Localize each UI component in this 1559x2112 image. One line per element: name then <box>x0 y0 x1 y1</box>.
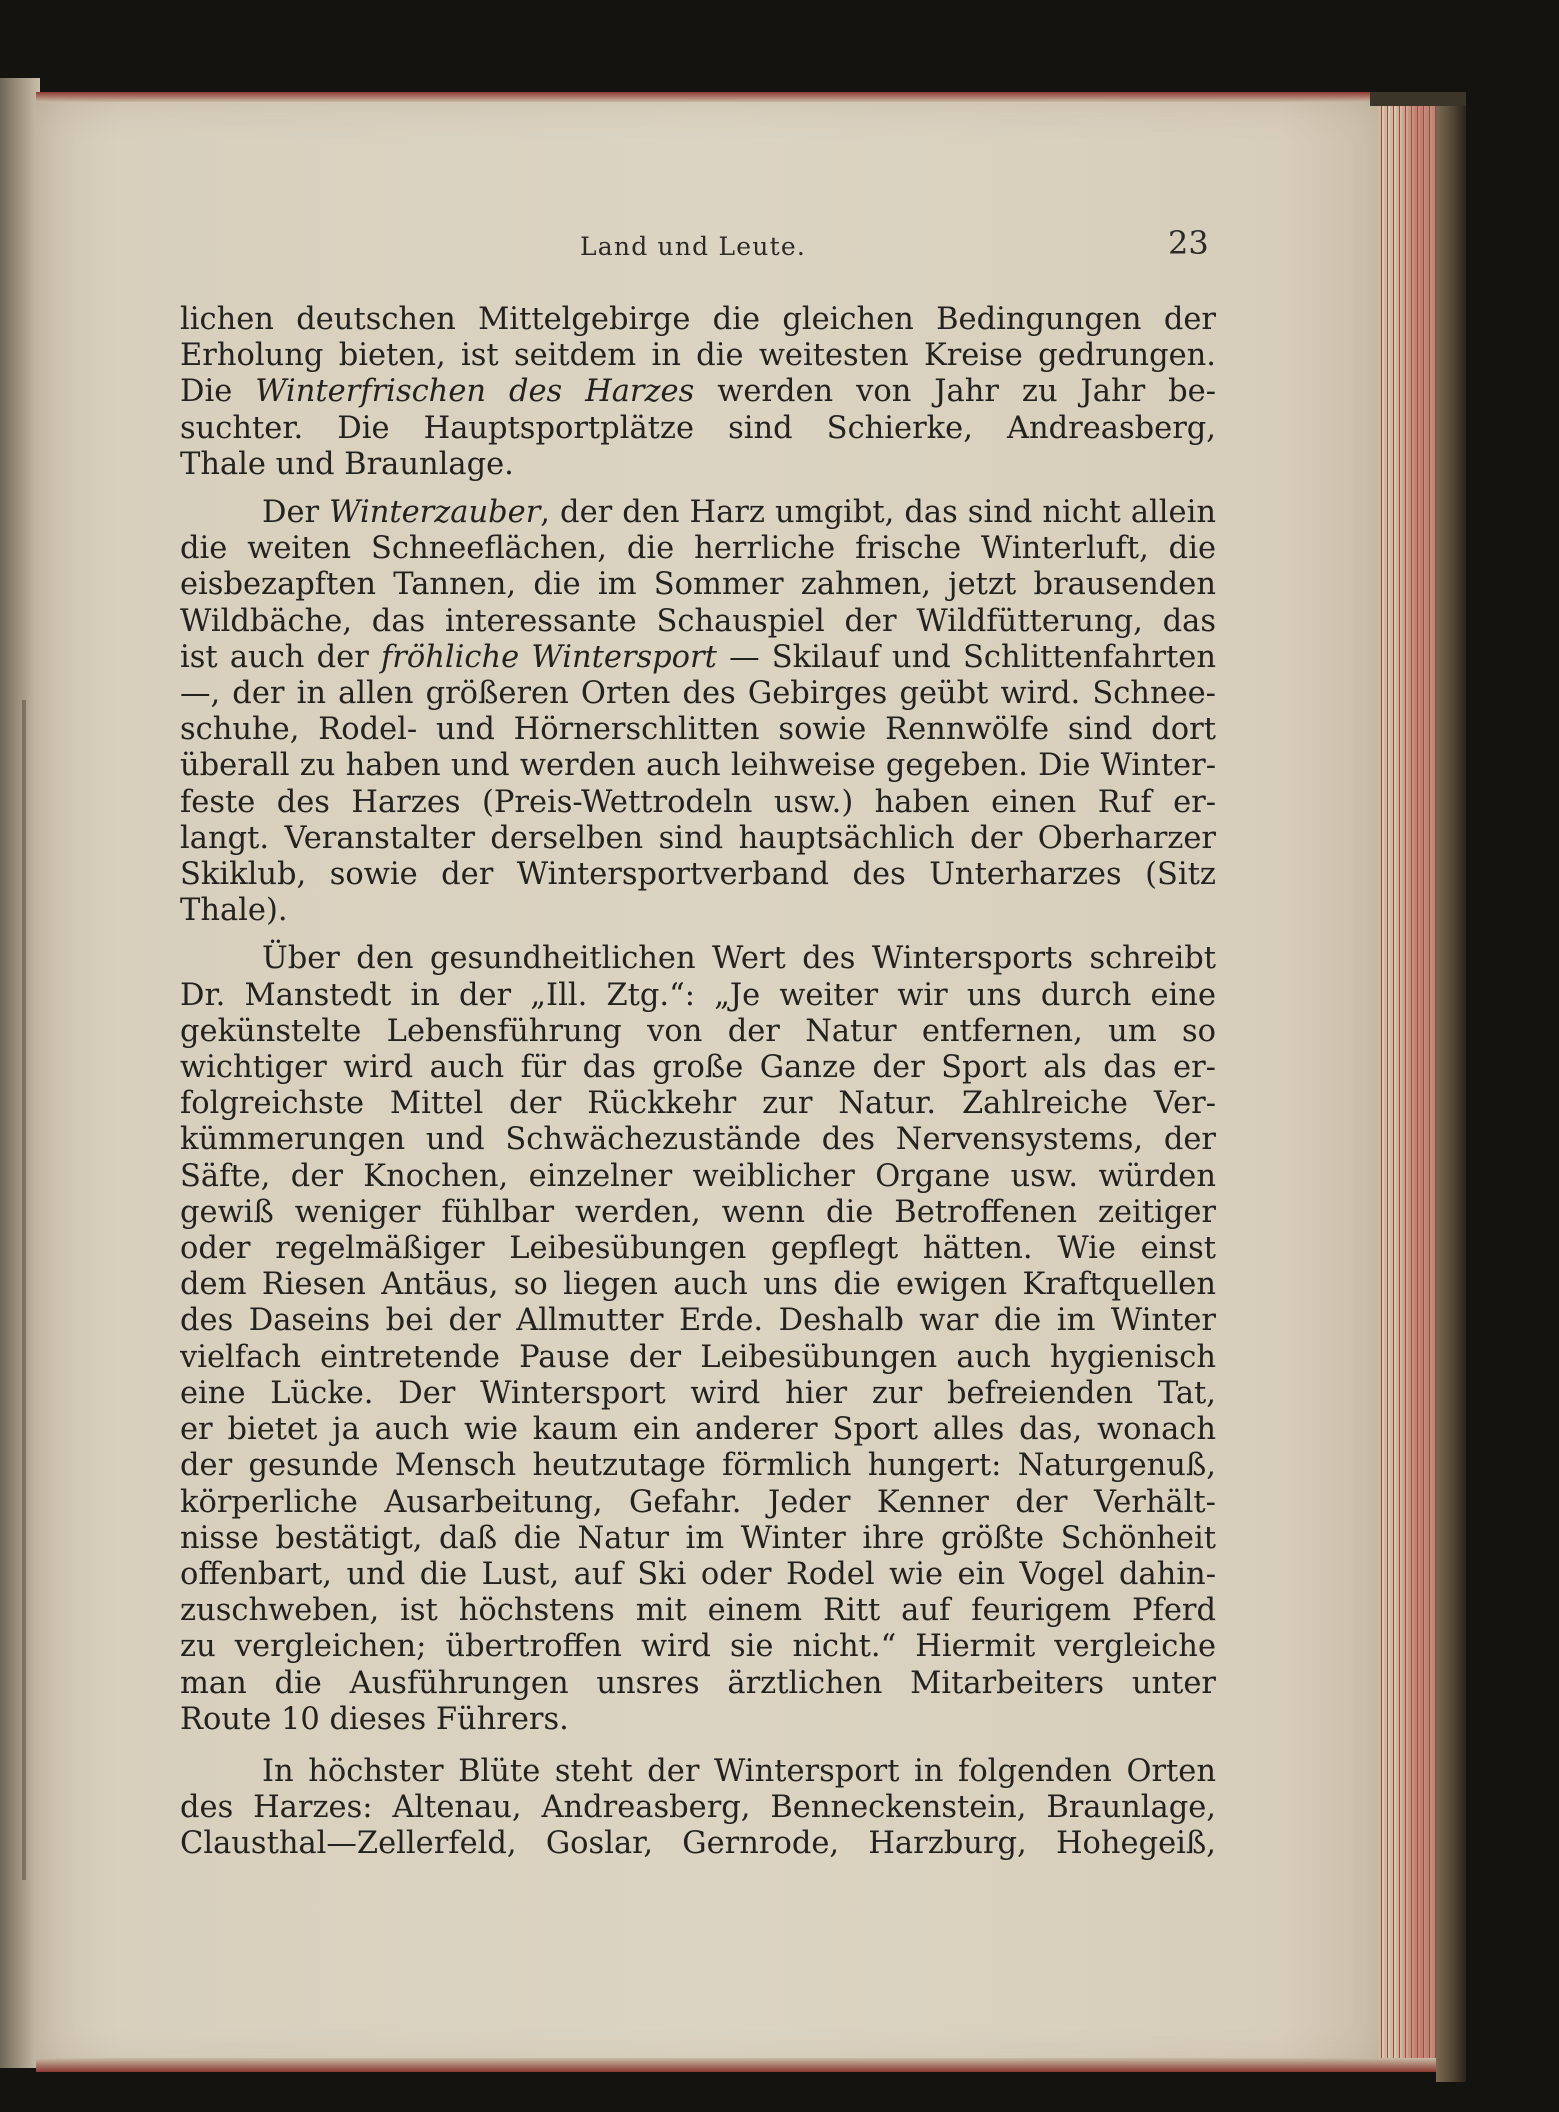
text-line: eisbezapften Tannen, die im Sommer zahmen, jetzt brausenden <box>180 567 1216 603</box>
text-line: Thale). <box>180 893 288 929</box>
binding-thread <box>22 700 26 1880</box>
text-line: Dr. Manstedt in der „Ill. Ztg.“: „Je weiter wir uns durch eine <box>180 977 1216 1013</box>
text-line: gewiß weniger fühlbar werden, wenn die Betroffenen zeitiger <box>180 1194 1216 1230</box>
red-edge-stain <box>1396 100 1438 2072</box>
text-line: dem Riesen Antäus, so liegen auch uns die ewigen Kraftquellen <box>180 1267 1216 1303</box>
text-line: oder regelmäßiger Leibesübungen gepflegt hätten. Wie einst <box>180 1231 1216 1267</box>
text-line: der gesunde Mensch heutzutage förmlich hungert: Naturgenuß, <box>180 1448 1216 1484</box>
italic-phrase: Winterfrischen des Harzes <box>255 374 695 410</box>
text-line: feste des Harzes (Preis-Wettrodeln usw.) haben einen Ruf er- <box>180 784 1216 820</box>
text-line: Thale und Braunlage. <box>180 446 514 482</box>
text-line: —, der in allen größeren Orten des Gebirges geübt wird. Schnee- <box>180 676 1216 712</box>
paragraph-1 <box>180 302 1216 483</box>
running-header: Land und Leute. <box>580 232 806 261</box>
body-text <box>180 302 1216 1863</box>
text-line: nisse bestätigt, daß die Natur im Winter ihre größte Schönheit <box>180 1520 1216 1556</box>
text-line: In höchster Blüte steht der Wintersport in folgenden Orten <box>262 1753 1216 1789</box>
text-line: Clausthal—Zellerfeld, Goslar, Gernrode, Harzburg, Hohegeiß, <box>180 1826 1216 1862</box>
text-line: Der Winterzauber, der den Harz umgibt, das sind nicht allein <box>262 495 1216 531</box>
page-bottom-edge <box>36 2058 1436 2072</box>
text-line: suchter. Die Hauptsportplätze sind Schierke, Andreasberg, <box>180 410 1216 446</box>
text-line: gekünstelte Lebensführung von der Natur entfernen, um so <box>180 1013 1216 1049</box>
book-cover-edge <box>1436 92 1466 2082</box>
text-line: wichtiger wird auch für das große Ganze der Sport als das er- <box>180 1050 1216 1086</box>
text-line: die weiten Schneeflächen, die herrliche frische Winterluft, die <box>180 531 1216 567</box>
page-number: 23 <box>1168 224 1209 262</box>
text-line: lichen deutschen Mittelgebirge die gleichen Bedingungen der <box>180 302 1216 337</box>
text-line: körperliche Ausarbeitung, Gefahr. Jeder Kenner der Verhält- <box>180 1484 1216 1520</box>
italic-phrase: fröhliche Wintersport <box>381 639 717 675</box>
text-line: er bietet ja auch wie kaum ein anderer Sport alles das, wonach <box>180 1412 1216 1448</box>
text-line: Wildbäche, das interessante Schauspiel der Wildfütterung, das <box>180 603 1216 639</box>
text-line: langt. Veranstalter derselben sind hauptsächlich der Oberharzer <box>180 820 1216 856</box>
book-cover-top <box>1370 92 1466 106</box>
text-line: Skiklub, sowie der Wintersportverband des Unterharzes (Sitz <box>180 857 1216 893</box>
text-line: Route 10 dieses Führers. <box>180 1701 569 1737</box>
paragraph-4 <box>180 1754 1216 1863</box>
text-line: folgreichste Mittel der Rückkehr zur Natur. Zahlreiche Ver- <box>180 1086 1216 1122</box>
text-line: zu vergleichen; übertroffen wird sie nicht.“ Hiermit vergleiche <box>180 1629 1216 1665</box>
text-line: zuschweben, ist höchstens mit einem Ritt auf feurigem Pferd <box>180 1593 1216 1629</box>
paragraph-2 <box>180 495 1216 929</box>
text-line: des Harzes: Altenau, Andreasberg, Benneckenstein, Braunlage, <box>180 1790 1216 1826</box>
text-line: Säfte, der Knochen, einzelner weiblicher Organe usw. würden <box>180 1158 1216 1194</box>
paragraph-3 <box>180 941 1216 1737</box>
previous-page-edge <box>0 78 40 2068</box>
text-line: ist auch der fröhliche Wintersport — Skilauf und Schlittenfahrten <box>180 639 1216 675</box>
text-line: überall zu haben und werden auch leihweise gegeben. Die Winter- <box>180 748 1216 784</box>
text-line: Die Winterfrischen des Harzes werden von Jahr zu Jahr be- <box>180 374 1216 410</box>
italic-phrase: Winterzauber <box>329 495 541 531</box>
text-line: vielfach eintretende Pause der Leibesübungen auch hygienisch <box>180 1339 1216 1375</box>
text-line: man die Ausführungen unsres ärztlichen Mitarbeiters unter <box>180 1665 1216 1701</box>
text-line: eine Lücke. Der Wintersport wird hier zur befreienden Tat, <box>180 1375 1216 1411</box>
text-line: schuhe, Rodel- und Hörnerschlitten sowie Rennwölfe sind dort <box>180 712 1216 748</box>
text-line: Über den gesundheitlichen Wert des Wintersports schreibt <box>262 941 1216 977</box>
text-line: offenbart, und die Lust, auf Ski oder Rodel wie ein Vogel dahin- <box>180 1556 1216 1592</box>
text-line: des Daseins bei der Allmutter Erde. Deshalb war die im Winter <box>180 1303 1216 1339</box>
text-line: Erholung bieten, ist seitdem in die weitesten Kreise gedrungen. <box>180 338 1216 374</box>
text-line: kümmerungen und Schwächezustände des Nervensystems, der <box>180 1122 1216 1158</box>
page-top-edge <box>36 92 1436 102</box>
